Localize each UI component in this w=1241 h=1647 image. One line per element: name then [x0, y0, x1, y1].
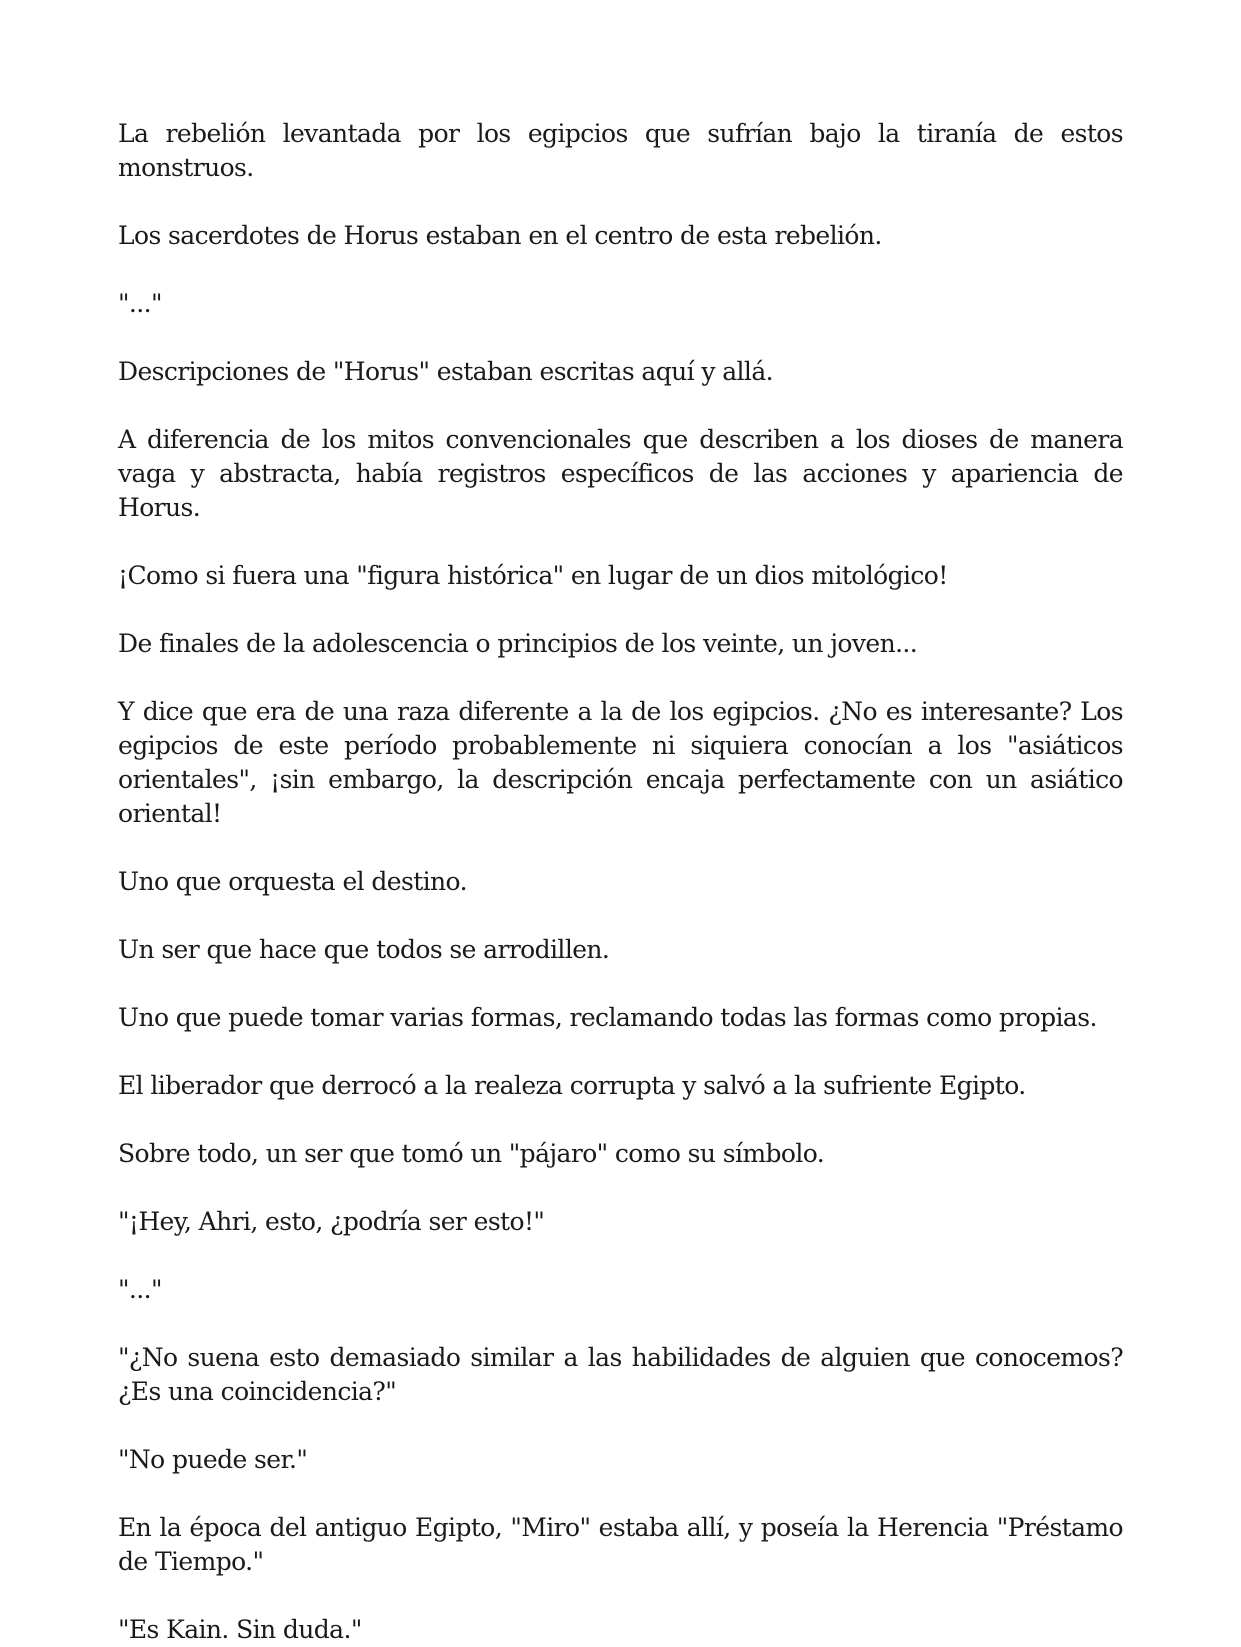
paragraph-18: En la época del antiguo Egipto, "Miro" estaba allí, y poseía la Herencia "Préstamo de Tiempo." [118, 1513, 1123, 1576]
paragraph-1: La rebelión levantada por los egipcios que sufrían bajo la tiranía de estos monstruos. [118, 119, 1123, 182]
document-body [118, 117, 1123, 1647]
paragraph-11: Uno que puede tomar varias formas, reclamando todas las formas como propias. [118, 1003, 1097, 1032]
paragraph-14: "¡Hey, Ahri, esto, ¿podría ser esto!" [118, 1207, 545, 1236]
paragraph-4: Descripciones de "Horus" estaban escritas aquí y allá. [118, 357, 773, 386]
paragraph-12: El liberador que derrocó a la realeza corrupta y salvó a la sufriente Egipto. [118, 1071, 1026, 1100]
paragraph-9: Uno que orquesta el destino. [118, 867, 467, 896]
paragraph-5: A diferencia de los mitos convencionales que describen a los dioses de manera vaga y abstracta, había registros específicos de las acciones y apariencia de Horus. [118, 425, 1123, 522]
paragraph-2: Los sacerdotes de Horus estaban en el centro de esta rebelión. [118, 221, 882, 250]
paragraph-19: "Es Kain. Sin duda." [118, 1615, 362, 1644]
paragraph-7: De finales de la adolescencia o principios de los veinte, un joven... [118, 629, 918, 658]
paragraph-17: "No puede ser." [118, 1445, 308, 1474]
paragraph-15: "..." [118, 1275, 162, 1304]
paragraph-10: Un ser que hace que todos se arrodillen. [118, 935, 610, 964]
paragraph-3: "..." [118, 289, 162, 318]
paragraph-16: "¿No suena esto demasiado similar a las habilidades de alguien que conocemos? ¿Es una coincidencia?" [118, 1343, 1123, 1406]
paragraph-6: ¡Como si fuera una "figura histórica" en lugar de un dios mitológico! [118, 561, 948, 590]
paragraph-13: Sobre todo, un ser que tomó un "pájaro" como su símbolo. [118, 1139, 825, 1168]
paragraph-8: Y dice que era de una raza diferente a la de los egipcios. ¿No es interesante? Los egipcios de este período probablemente ni siquiera conocían a los "asiáticos orientales", ¡sin embargo, la descripción encaja perfectamente con un asiático oriental! [118, 697, 1123, 828]
